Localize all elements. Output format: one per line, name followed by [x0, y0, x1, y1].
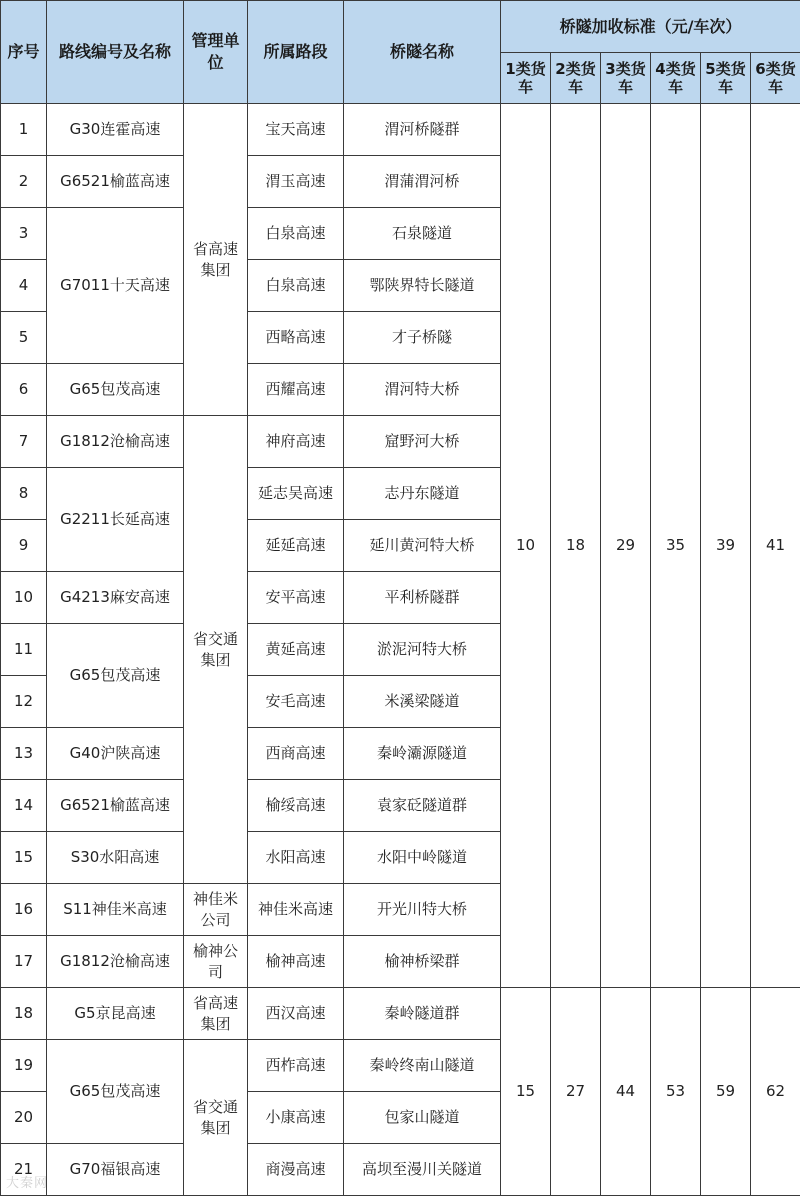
cell-unit: 省高速集团	[184, 988, 248, 1040]
cell-seq: 8	[1, 468, 47, 520]
cell-name: 窟野河大桥	[344, 416, 501, 468]
cell-name: 平利桥隧群	[344, 572, 501, 624]
cell-fee: 15	[501, 988, 551, 1196]
cell-section: 水阳高速	[248, 832, 344, 884]
cell-section: 商漫高速	[248, 1144, 344, 1196]
cell-fee: 62	[751, 988, 800, 1196]
cell-section: 黄延高速	[248, 624, 344, 676]
cell-section: 安平高速	[248, 572, 344, 624]
cell-fee: 35	[651, 104, 701, 988]
cell-section: 安毛高速	[248, 676, 344, 728]
cell-unit: 省交通集团	[184, 416, 248, 884]
cell-name: 米溪梁隧道	[344, 676, 501, 728]
cell-fee: 18	[551, 104, 601, 988]
cell-fee: 29	[601, 104, 651, 988]
header-class-6: 6类货车	[751, 53, 800, 104]
cell-section: 白泉高速	[248, 260, 344, 312]
header-class-4: 4类货车	[651, 53, 701, 104]
cell-section: 西柞高速	[248, 1040, 344, 1092]
cell-route: G65包茂高速	[47, 364, 184, 416]
cell-seq: 7	[1, 416, 47, 468]
cell-name: 淤泥河特大桥	[344, 624, 501, 676]
cell-section: 西略高速	[248, 312, 344, 364]
watermark: 大秦网	[6, 1176, 49, 1191]
cell-seq: 3	[1, 208, 47, 260]
cell-section: 神府高速	[248, 416, 344, 468]
cell-section: 白泉高速	[248, 208, 344, 260]
cell-name: 水阳中岭隧道	[344, 832, 501, 884]
cell-section: 西汉高速	[248, 988, 344, 1040]
cell-route: G65包茂高速	[47, 624, 184, 728]
cell-name: 秦岭隧道群	[344, 988, 501, 1040]
cell-route: G6521榆蓝高速	[47, 780, 184, 832]
cell-name: 渭蒲渭河桥	[344, 156, 501, 208]
cell-seq: 11	[1, 624, 47, 676]
cell-name: 秦岭灞源隧道	[344, 728, 501, 780]
cell-route: G1812沧榆高速	[47, 416, 184, 468]
cell-section: 小康高速	[248, 1092, 344, 1144]
header-class-1: 1类货车	[501, 53, 551, 104]
cell-seq: 13	[1, 728, 47, 780]
cell-name: 鄂陕界特长隧道	[344, 260, 501, 312]
cell-route: S11神佳米高速	[47, 884, 184, 936]
table-body	[1, 104, 800, 1196]
cell-route: G6521榆蓝高速	[47, 156, 184, 208]
cell-seq: 20	[1, 1092, 47, 1144]
cell-fee: 53	[651, 988, 701, 1196]
header-unit: 管理单位	[184, 1, 248, 104]
cell-route: G1812沧榆高速	[47, 936, 184, 988]
cell-section: 延志吴高速	[248, 468, 344, 520]
cell-seq: 6	[1, 364, 47, 416]
cell-section: 延延高速	[248, 520, 344, 572]
cell-section: 榆绥高速	[248, 780, 344, 832]
cell-seq: 18	[1, 988, 47, 1040]
cell-seq: 14	[1, 780, 47, 832]
cell-section: 宝天高速	[248, 104, 344, 156]
cell-name: 才子桥隧	[344, 312, 501, 364]
cell-route: G70福银高速	[47, 1144, 184, 1196]
cell-route: G2211长延高速	[47, 468, 184, 572]
table-header	[1, 1, 800, 104]
cell-seq: 21	[1, 1144, 47, 1196]
cell-fee: 41	[751, 104, 800, 988]
cell-seq: 15	[1, 832, 47, 884]
cell-name: 延川黄河特大桥	[344, 520, 501, 572]
cell-name: 渭河桥隧群	[344, 104, 501, 156]
cell-seq: 12	[1, 676, 47, 728]
cell-name: 渭河特大桥	[344, 364, 501, 416]
cell-section: 西商高速	[248, 728, 344, 780]
cell-unit: 榆神公司	[184, 936, 248, 988]
header-class-2: 2类货车	[551, 53, 601, 104]
cell-seq: 1	[1, 104, 47, 156]
cell-seq: 2	[1, 156, 47, 208]
cell-seq: 10	[1, 572, 47, 624]
cell-unit: 省高速集团	[184, 104, 248, 416]
header-section: 所属路段	[248, 1, 344, 104]
cell-name: 包家山隧道	[344, 1092, 501, 1144]
cell-name: 石泉隧道	[344, 208, 501, 260]
cell-seq: 16	[1, 884, 47, 936]
cell-route: G30连霍高速	[47, 104, 184, 156]
cell-section: 西耀高速	[248, 364, 344, 416]
cell-seq: 5	[1, 312, 47, 364]
table-row	[1, 104, 800, 156]
cell-section: 神佳米高速	[248, 884, 344, 936]
header-class-5: 5类货车	[701, 53, 751, 104]
cell-name: 袁家砭隧道群	[344, 780, 501, 832]
cell-seq: 19	[1, 1040, 47, 1092]
cell-name: 秦岭终南山隧道	[344, 1040, 501, 1092]
cell-section: 榆神高速	[248, 936, 344, 988]
cell-fee: 59	[701, 988, 751, 1196]
header-route: 路线编号及名称	[47, 1, 184, 104]
cell-seq: 9	[1, 520, 47, 572]
cell-name: 榆神桥梁群	[344, 936, 501, 988]
header-standard: 桥隧加收标准（元/车次）	[501, 1, 800, 53]
header-seq: 序号	[1, 1, 47, 104]
cell-route: G4213麻安高速	[47, 572, 184, 624]
cell-route: G65包茂高速	[47, 1040, 184, 1144]
cell-route: G40沪陕高速	[47, 728, 184, 780]
cell-route: S30水阳高速	[47, 832, 184, 884]
cell-seq: 17	[1, 936, 47, 988]
cell-fee: 10	[501, 104, 551, 988]
header-name: 桥隧名称	[344, 1, 501, 104]
cell-fee: 27	[551, 988, 601, 1196]
cell-unit: 神佳米公司	[184, 884, 248, 936]
cell-seq: 4	[1, 260, 47, 312]
cell-route: G5京昆高速	[47, 988, 184, 1040]
cell-fee: 39	[701, 104, 751, 988]
cell-section: 渭玉高速	[248, 156, 344, 208]
cell-route: G7011十天高速	[47, 208, 184, 364]
cell-name: 开光川特大桥	[344, 884, 501, 936]
cell-name: 高坝至漫川关隧道	[344, 1144, 501, 1196]
header-class-3: 3类货车	[601, 53, 651, 104]
table-row	[1, 988, 800, 1040]
cell-fee: 44	[601, 988, 651, 1196]
cell-unit: 省交通集团	[184, 1040, 248, 1196]
cell-name: 志丹东隧道	[344, 468, 501, 520]
